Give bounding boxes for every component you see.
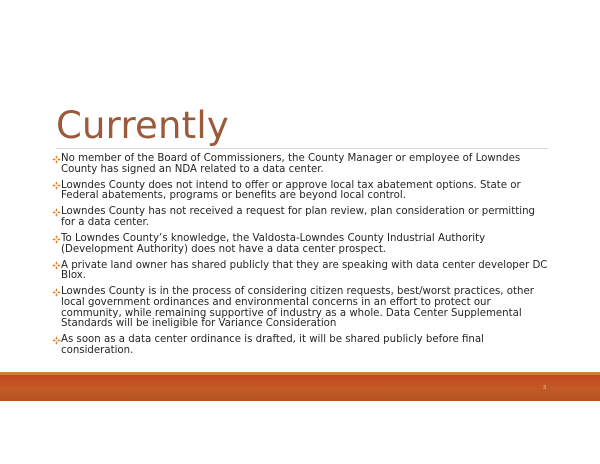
bullet-item bbox=[52, 181, 548, 202]
bullet-item bbox=[52, 261, 548, 282]
bullet-text: No member of the Board of Commissioners, the County Manager or employee of Lowndes County has signed an NDA related to a data center. bbox=[61, 153, 521, 175]
title-divider bbox=[56, 148, 548, 149]
bullet-item bbox=[52, 287, 548, 329]
bullet-text: A private land owner has shared publicly that they are speaking with data center developer DC Blox. bbox=[61, 259, 548, 282]
diamond-bullet-icon bbox=[52, 288, 61, 297]
diamond-bullet-icon bbox=[52, 261, 61, 270]
footer-band bbox=[0, 375, 600, 401]
slide-title: Currently bbox=[56, 104, 229, 147]
bullet-item bbox=[52, 154, 548, 175]
bullet-text: Lowndes County is in the process of considering citizen requests, best/worst practices, other local government ordinances and environmental concerns in an effort to protect our community, while remaining supportive of industry as a whole. Data Center Supplemental Standards will be ineligible for Variance Consideration bbox=[61, 286, 534, 330]
bullet-text: Lowndes County does not intend to offer or approve local tax abatement options. State or Federal abatements, programs or benefits are beyond local control. bbox=[61, 179, 521, 202]
bullet-item bbox=[52, 234, 548, 255]
diamond-bullet-icon bbox=[52, 235, 61, 244]
diamond-bullet-icon bbox=[52, 155, 61, 164]
diamond-bullet-icon bbox=[52, 208, 61, 217]
bullet-item bbox=[52, 335, 548, 356]
bullet-list bbox=[52, 154, 548, 362]
diamond-bullet-icon bbox=[52, 336, 61, 345]
bullet-text: As soon as a data center ordinance is drafted, it will be shared publicly before final consideration. bbox=[61, 334, 484, 356]
bullet-item bbox=[52, 207, 548, 228]
bullet-text: To Lowndes County’s knowledge, the Valdosta-Lowndes County Industrial Authority (Development Authority) does not have a data center prospect. bbox=[61, 233, 486, 255]
diamond-bullet-icon bbox=[52, 181, 61, 190]
page-number: 3 bbox=[543, 385, 546, 391]
bullet-text: Lowndes County has not received a request for plan review, plan consideration or permitting for a data center. bbox=[61, 206, 535, 228]
